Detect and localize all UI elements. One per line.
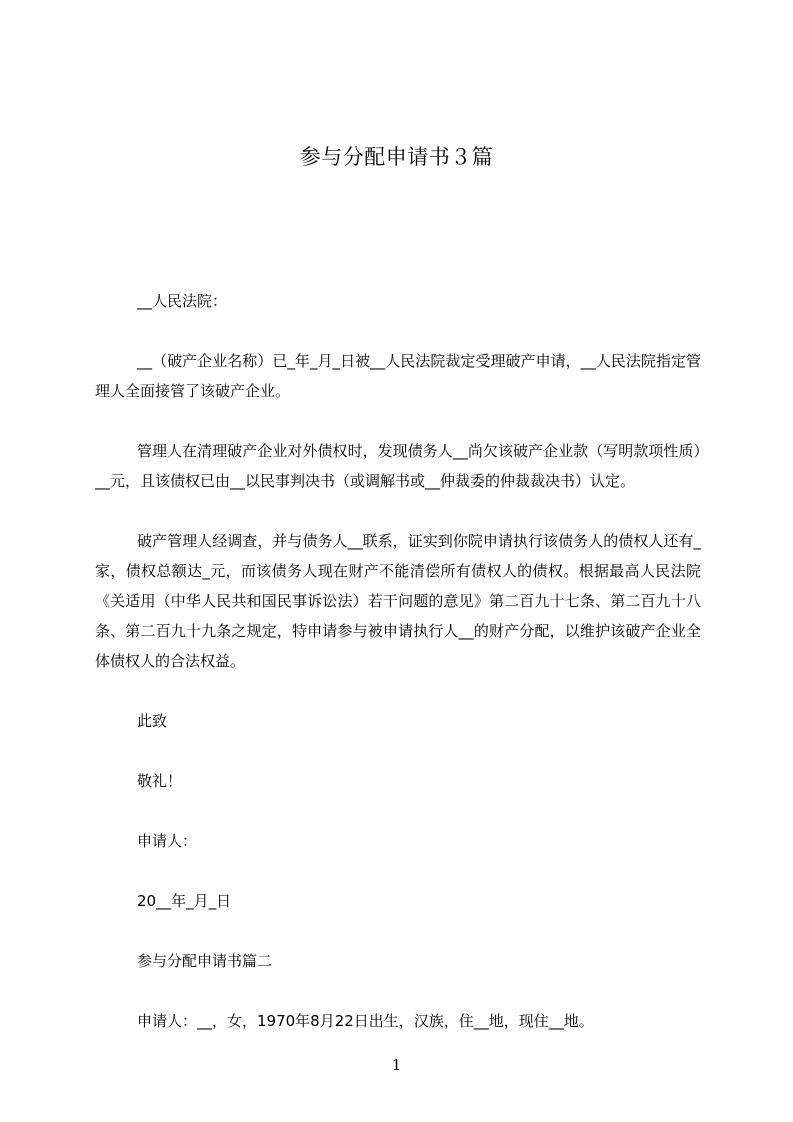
paragraph-date: 20__年_月_日 xyxy=(137,892,232,910)
page-number: 1 xyxy=(391,1056,402,1074)
paragraph-applicant-label: 申请人： xyxy=(137,832,198,850)
paragraph-second-title: 参与分配申请书篇二 xyxy=(137,952,273,970)
paragraph-salutation: 此致 xyxy=(137,712,168,730)
paragraph-debt-discovery: 管理人在清理破产企业对外债权时，发现债务人__尚欠该破产企业款（写明款项性质）__元，且该债权已由__以民事判决书（或调解书或__仲裁委的仲裁裁决书）认定。 xyxy=(95,442,701,490)
paragraph-addressee: __人民法院： xyxy=(137,292,228,310)
paragraph-applicant-info: 申请人：__，女，1970年8月22日出生，汉族，住__地，现住__地。 xyxy=(137,1012,594,1030)
paragraph-application-basis: 破产管理人经调查，并与债务人__联系，证实到你院申请执行该债务人的债权人还有_家，债权总额达_元，而该债务人现在财产不能清偿所有债权人的债权。根据最高人民法院《关适用（中华人民共和国民事诉讼法）若干问题的意见》第二百九十七条、第二百九十八条、第二百九十九条之规定，特申请参与被申请执行人__的财产分配，以维护该破产企业全体债权人的合法权益。 xyxy=(95,532,701,670)
document-title: 参与分配申请书３篇 xyxy=(299,145,494,169)
document-body xyxy=(95,286,701,1066)
paragraph-bankruptcy-acceptance: __（破产企业名称）已_年_月_日被__人民法院裁定受理破产申请，__人民法院指定管理人全面接管了该破产企业。 xyxy=(95,352,701,400)
paragraph-regards: 敬礼！ xyxy=(137,772,183,790)
